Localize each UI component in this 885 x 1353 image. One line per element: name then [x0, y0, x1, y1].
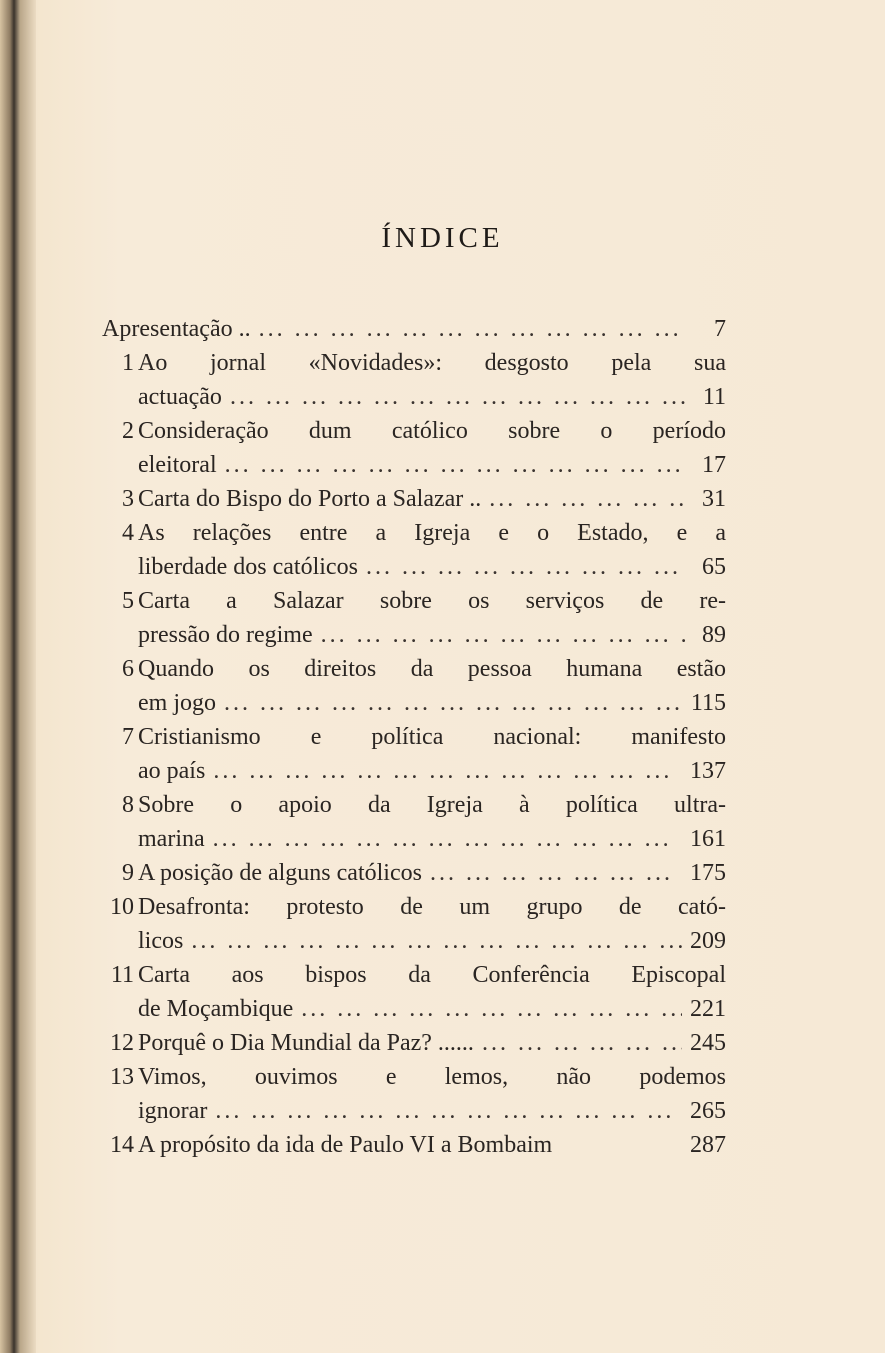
toc-entry-title-continued: liberdade dos católicos [138, 554, 358, 580]
dot-leader [321, 618, 688, 652]
toc-entry [104, 720, 726, 788]
toc-entry-title: A propósito da ida de Paulo VI a Bombaim [138, 1132, 553, 1158]
toc-entry-title: A posição de alguns católicos [138, 860, 422, 886]
dot-leader [230, 380, 688, 414]
toc-entry [104, 1128, 726, 1162]
toc-entry-title: Ao jornal «Novidades»: desgosto pela sua [138, 350, 726, 376]
toc-entry-title: Quando os direitos da pessoa humana estão [138, 656, 726, 682]
toc-page-number: 265 [690, 1098, 726, 1124]
toc-entry [104, 312, 726, 346]
toc-entry-number: 2 [122, 418, 134, 444]
dot-leader [191, 924, 682, 958]
toc-page-number: 287 [690, 1132, 726, 1158]
toc-entry [104, 856, 726, 890]
toc-entry [104, 482, 726, 516]
toc-entry-number: 1 [122, 350, 134, 376]
toc-entry-number: 12 [110, 1030, 134, 1056]
toc-entry-title: Consideração dum católico sobre o período [138, 418, 726, 444]
toc-page-number: 11 [702, 384, 726, 410]
toc-entry [104, 890, 726, 958]
toc-entry [104, 1060, 726, 1128]
toc-entry-title-continued: marina [138, 826, 205, 852]
toc-entry-number: 6 [122, 656, 134, 682]
dot-leader [489, 482, 688, 516]
toc-entry-number: 13 [110, 1064, 134, 1090]
toc-entry-title-continued: eleitoral [138, 452, 217, 478]
toc-page-number: 7 [714, 316, 726, 342]
toc-entry-title: Cristianismo e política nacional: manifesto [138, 724, 726, 750]
toc-page-number: 31 [702, 486, 726, 512]
toc-entry-title: Carta aos bispos da Conferência Episcopal [138, 962, 726, 988]
toc-entry-title-continued: pressão do regime [138, 622, 313, 648]
toc-entry-title-continued: ao país [138, 758, 206, 784]
toc-entry-title: Sobre o apoio da Igreja à política ultra- [138, 792, 726, 818]
dot-leader [224, 686, 683, 720]
toc-entry [104, 414, 726, 482]
toc-entry-number: 10 [110, 894, 134, 920]
toc-entry [104, 652, 726, 720]
toc-entry [104, 788, 726, 856]
toc-entry-title-continued: em jogo [138, 690, 216, 716]
dot-leader [366, 550, 688, 584]
toc-entry-title: Desafronta: protesto de um grupo de cató- [138, 894, 726, 920]
toc-entry [104, 516, 726, 584]
toc-page-number: 209 [690, 928, 726, 954]
toc-entry-title: Apresentação .. [102, 316, 251, 342]
toc-entry-title: Porquê o Dia Mundial da Paz? ...... [138, 1030, 474, 1056]
book-binding-edge [0, 0, 36, 1353]
toc-page-number: 89 [702, 622, 726, 648]
toc-entry-title-continued: ignorar [138, 1098, 208, 1124]
toc-entry-number: 7 [122, 724, 134, 750]
toc-page-number: 65 [702, 554, 726, 580]
toc-entry-number: 3 [122, 486, 134, 512]
page-title: ÍNDICE [381, 222, 504, 254]
toc-entry-title: Vimos, ouvimos e lemos, não podemos [138, 1064, 726, 1090]
toc-entry-title-continued: licos [138, 928, 184, 954]
toc-page-number: 137 [690, 758, 726, 784]
dot-leader [259, 312, 688, 346]
dot-leader [215, 1094, 682, 1128]
toc-entry-number: 4 [122, 520, 134, 546]
toc-entry [104, 346, 726, 414]
toc-entry-number: 11 [110, 962, 134, 988]
toc-page-number: 221 [690, 996, 726, 1022]
toc-entry [104, 958, 726, 1026]
dot-leader [225, 448, 688, 482]
toc-page-number: 17 [702, 452, 726, 478]
toc-entry-number: 5 [122, 588, 134, 614]
dot-leader [213, 822, 682, 856]
toc-entry-title: Carta a Salazar sobre os serviços de re- [138, 588, 726, 614]
toc-entry-title: Carta do Bispo do Porto a Salazar .. [138, 486, 482, 512]
dot-leader [430, 856, 682, 890]
toc-entry-title: As relações entre a Igreja e o Estado, e a [138, 520, 726, 546]
toc-entry [104, 584, 726, 652]
toc-page-number: 245 [690, 1030, 726, 1056]
toc-page-number: 161 [690, 826, 726, 852]
dot-leader [301, 992, 682, 1026]
dot-leader [482, 1026, 682, 1060]
table-of-contents [104, 312, 726, 1162]
toc-entry-title-continued: de Moçambique [138, 996, 294, 1022]
toc-entry-number: 14 [110, 1132, 134, 1158]
toc-entry-title-continued: actuação [138, 384, 222, 410]
dot-leader [213, 754, 682, 788]
toc-page-number: 175 [690, 860, 726, 886]
toc-page-number: 115 [690, 690, 726, 716]
toc-entry-number: 8 [122, 792, 134, 818]
toc-entry [104, 1026, 726, 1060]
toc-entry-number: 9 [122, 860, 134, 886]
